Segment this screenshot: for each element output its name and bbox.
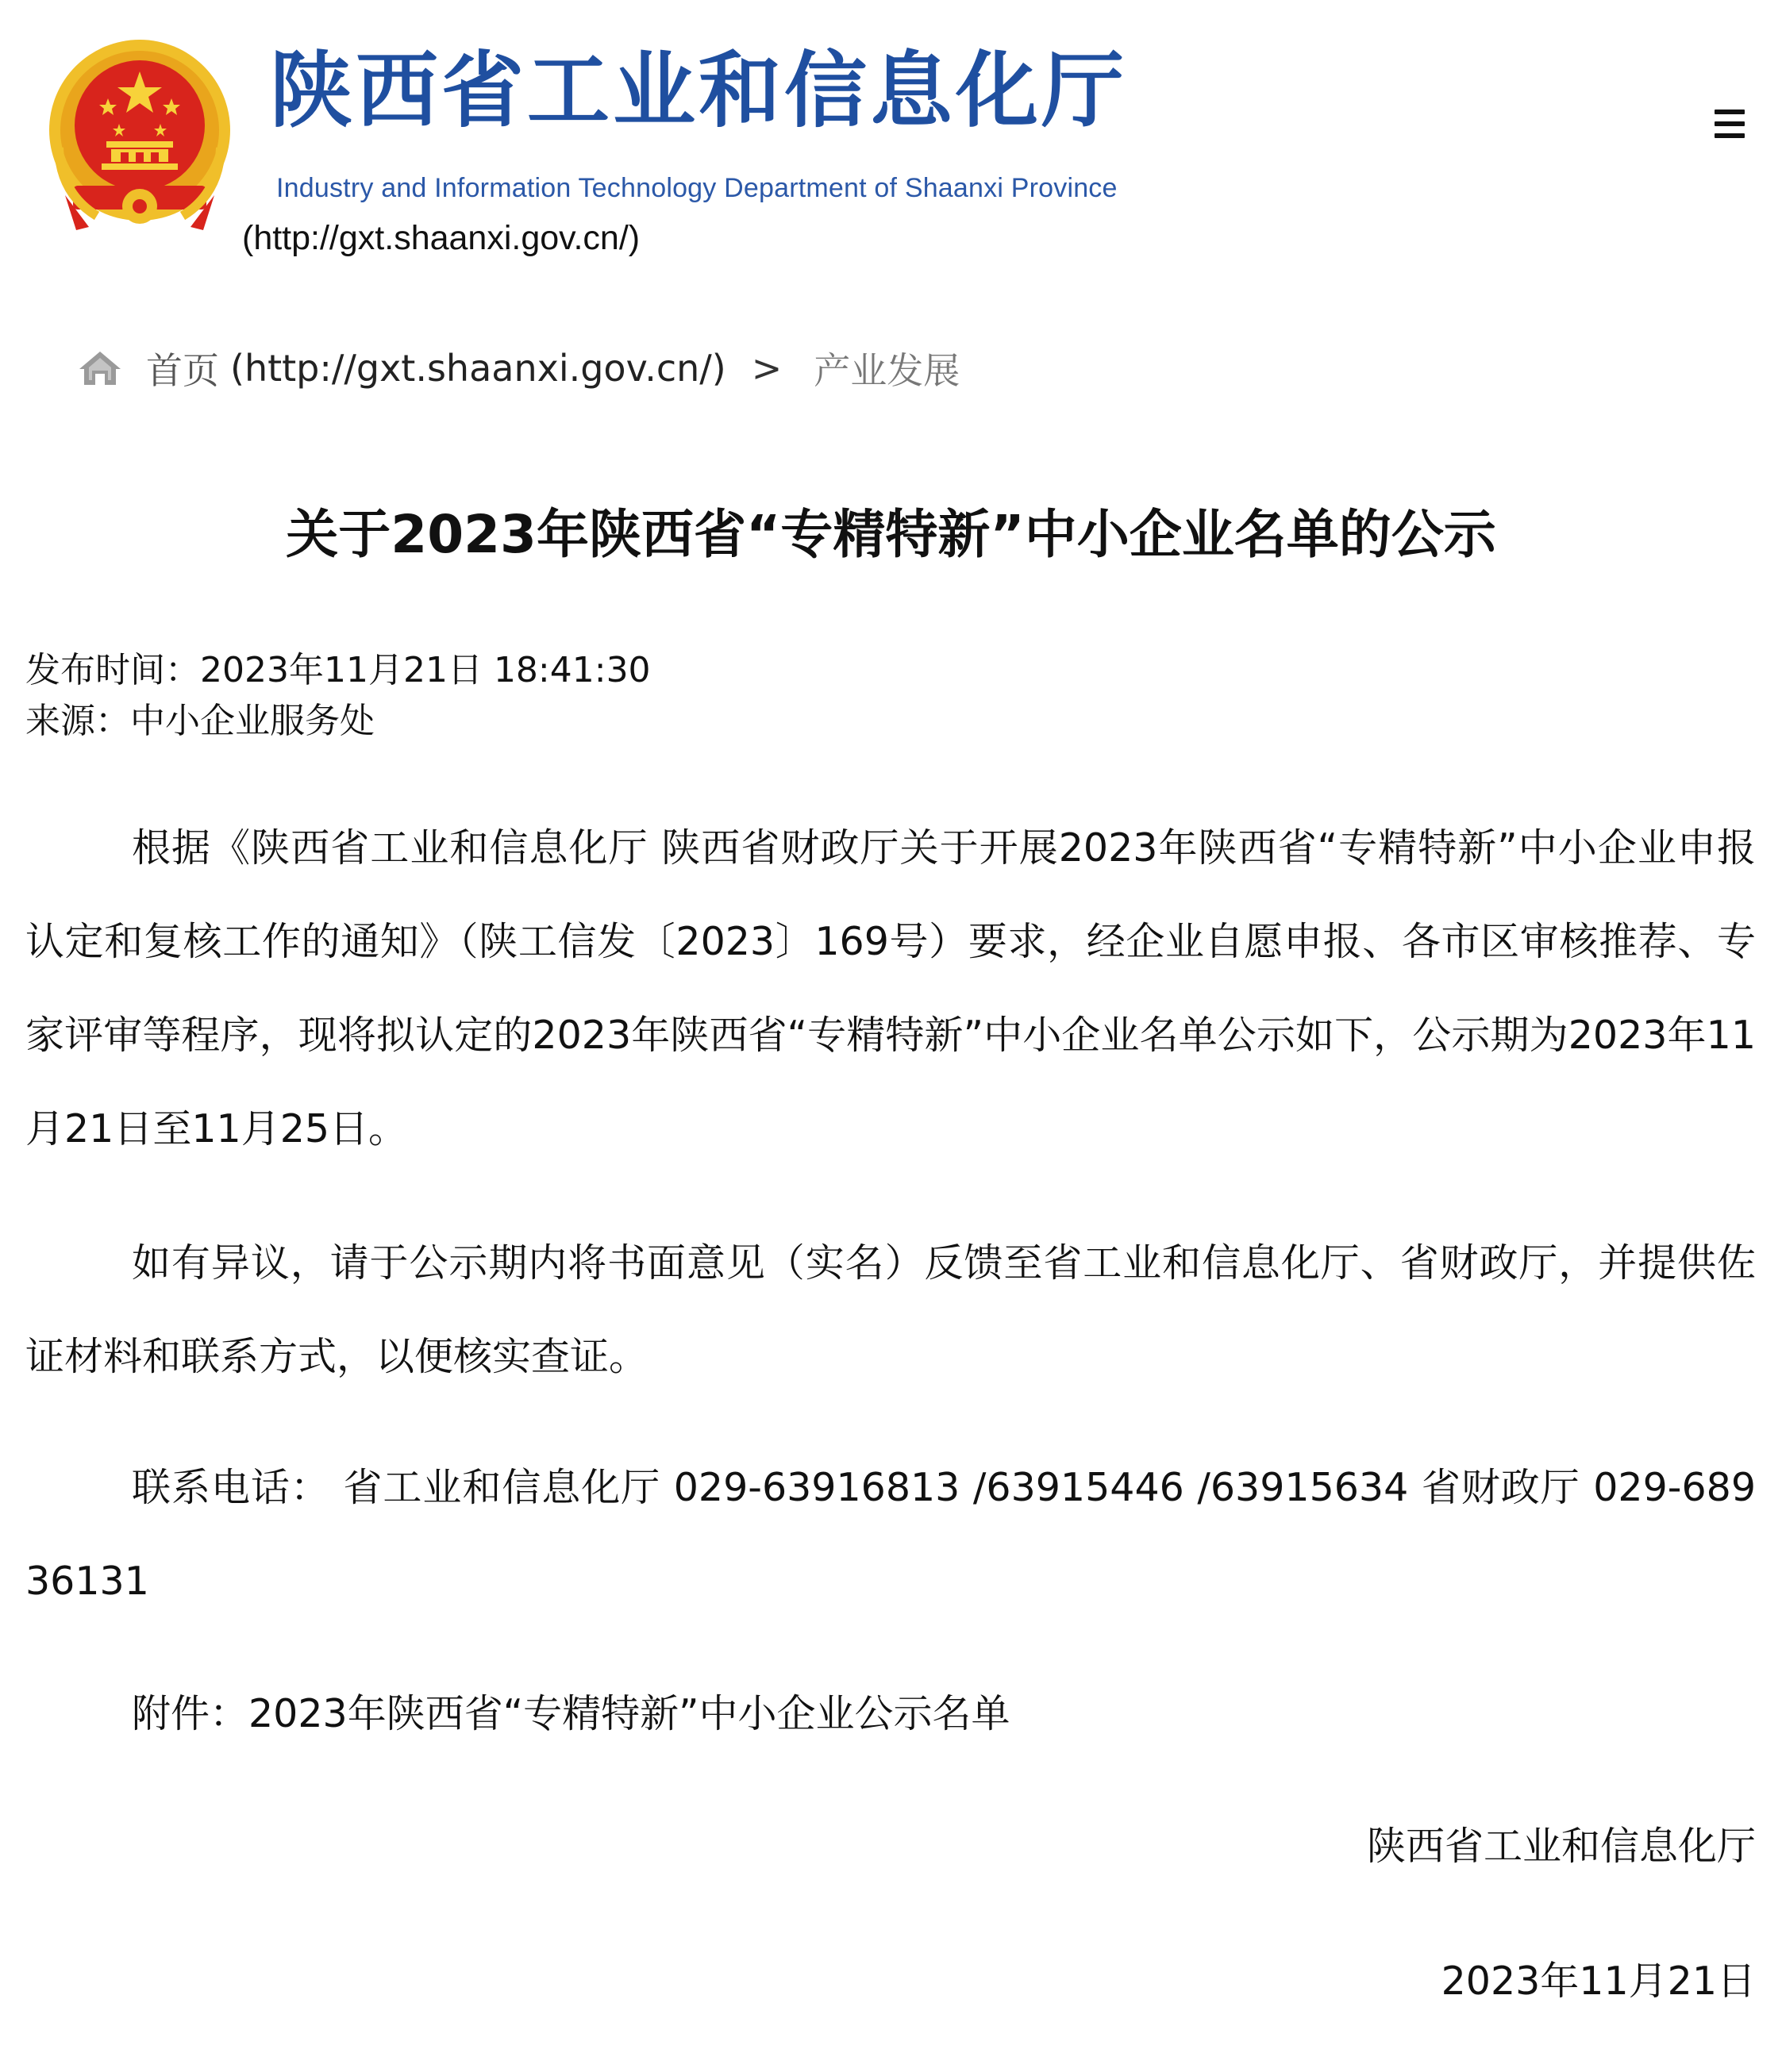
signature-date: 2023年11月21日 — [1441, 1959, 1756, 2004]
breadcrumb-separator: > — [751, 347, 783, 390]
publish-time: 发布时间：2023年11月21日 18:41:30 — [25, 650, 651, 690]
article-paragraph-1 — [25, 802, 1756, 1176]
breadcrumb-home-link[interactable]: 首页 — [146, 349, 219, 392]
breadcrumb — [78, 343, 960, 394]
attachment-paragraph — [25, 1667, 1756, 1761]
paragraph-text: 根据《陕西省工业和信息化厅 陕西省财政厅关于开展2023年陕西省“专精特新”中小企业申报认定和复核工作的通知》（陕工信发〔2023〕169号）要求，经企业自愿申报、各市区审核推荐、专家评审等程序，现将拟认定的2023年陕西省“专精特新”中小企业名单公示如下，公示期为2023年11月21日至11月25日。 — [25, 825, 1756, 1151]
breadcrumb-current[interactable]: 产业发展 — [814, 349, 960, 392]
article-source: 来源：中小企业服务处 — [25, 701, 375, 741]
site-header — [0, 0, 1782, 286]
paragraph-text: 联系电话： 省工业和信息化厅 029-63916813 /63915446 /63915634 省财政厅 029-68936131 — [25, 1465, 1756, 1604]
hamburger-menu-icon[interactable] — [1705, 102, 1753, 146]
site-subtitle: Industry and Information Technology Department of Shaanxi Province — [276, 173, 1118, 203]
site-url-link[interactable]: (http://gxt.shaanxi.gov.cn/) — [242, 219, 641, 257]
article-paragraph-2 — [25, 1217, 1756, 1404]
article-title: 关于2023年陕西省“专精特新”中小企业名单的公示 — [286, 504, 1496, 565]
contact-phone-paragraph — [25, 1441, 1756, 1628]
attachment-link[interactable]: 附件：2023年陕西省“专精特新”中小企业公示名单 — [132, 1691, 1010, 1736]
breadcrumb-home-url[interactable]: (http://gxt.shaanxi.gov.cn/) — [230, 347, 726, 390]
home-icon[interactable] — [78, 348, 122, 388]
signature-org: 陕西省工业和信息化厅 — [1366, 1824, 1756, 1869]
national-emblem-logo[interactable] — [41, 37, 238, 244]
paragraph-text: 如有异议，请于公示期内将书面意见（实名）反馈至省工业和信息化厅、省财政厅，并提供佐证材料和联系方式，以便核实查证。 — [25, 1240, 1756, 1379]
site-title[interactable]: 陕西省工业和信息化厅 — [270, 42, 1128, 139]
